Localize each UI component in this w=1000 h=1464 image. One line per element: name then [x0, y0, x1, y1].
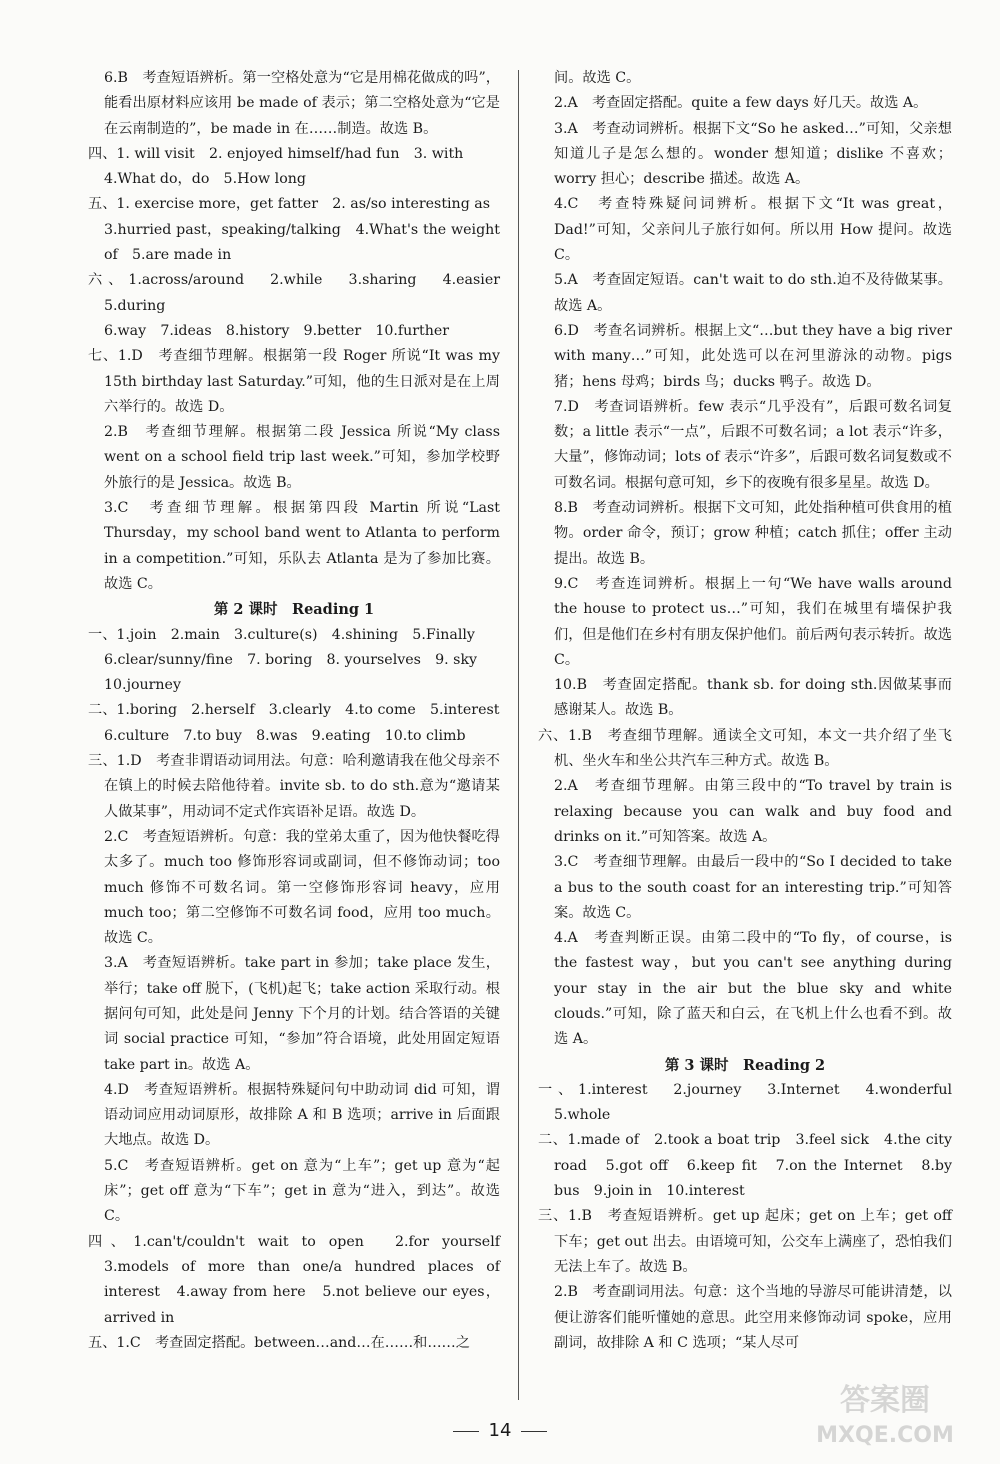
answer-paragraph: 三、1.B 考查短语辨析。get up 起床；get on 上车；get off 下车；get out 出去。由语境可知，公交车上满座了，恐怕我们无法上车了。故选 B。 — [538, 1208, 952, 1275]
answer-paragraph: 5.C 考查短语辨析。get on 意为“上车”；get up 意为“起床”；get off 意为“下车”；get in 意为“进入，到达”。故选 C。 — [104, 1157, 500, 1225]
answer-paragraph: 四、1.can't/couldn't wait to open 2.for yourself 3.models of more than one/a hundred places of interest 4.away from here 5.not believe our eyes，arrived in — [88, 1233, 515, 1326]
answer-paragraph: 六、1.B 考查细节理解。通读全文可知，本文一共介绍了坐飞机、坐火车和坐公共汽车三种方式。故选 B。 — [538, 727, 952, 770]
answer-paragraph: 间。故选 C。 — [554, 70, 641, 86]
right-column — [538, 66, 967, 1356]
answer-paragraph: 4.D 考查短语辨析。根据特殊疑问句中助动词 did 可知，谓语动词应用动词原形，故排除 A 和 B 选项；arrive in 后面跟大地点。故选 D。 — [104, 1081, 500, 1149]
answer-paragraph: 9.C 考查连词辨析。根据上一句“We have walls around the house to protect us…”可知，我们在城里有墙保护我们，但是他们在乡村有朋友保护他们。前后两句表示转折。故选 C。 — [554, 575, 952, 668]
answer-paragraph: 3.hurried past，speaking/talking 4.What's the weight of 5.are made in — [104, 221, 500, 264]
answer-paragraph: 10.B 考查固定搭配。thank sb. for doing sth.因做某事而感谢某人。故选 B。 — [554, 677, 952, 719]
answer-paragraph: 5.A 考查固定短语。can't wait to do sth.迫不及待做某事。故选 A。 — [554, 272, 952, 314]
answer-paragraph: 3.A 考查短语辨析。take part in 参加；take place 发生，举行；take off 脱下，(飞机)起飞；take action 采取行动。根据问句可知，此处是问 Jenny 下个月的计划。结合答语的关键词 social practice 可知，“参加”符合语境，此处用固定短语 take part in。故选 A。 — [104, 955, 500, 1073]
answer-paragraph: 五、1.C 考查固定搭配。between…and…在……和……之 — [88, 1334, 470, 1351]
answer-paragraph: 7.D 考查词语辨析。few 表示“几乎没有”，后跟可数名词复数；a little 表示“一点”，后跟不可数名词；a lot 表示“许多，大量”，修饰动词；lots of 表示“许多”，后跟可数名词复数或不可数名词。根据句意可知，乡下的夜晚有很多星星。故选 D。 — [554, 398, 952, 491]
watermark-bottom-text: MXQE.COM — [816, 1423, 954, 1448]
answer-paragraph: 3.C 考查细节理解。根据第四段 Martin 所说“Last Thursday，my school band went to Atlanta to perform in a competition.”可知，乐队去 Atlanta 是为了参加比赛。故选 C。 — [104, 500, 500, 592]
answer-paragraph: 一、1.join 2.main 3.culture(s) 4.shining 5.Finally — [88, 626, 475, 643]
answer-paragraph: 4.What do，do 5.How long — [104, 171, 306, 188]
section-heading: 第 2 课时 Reading 1 — [213, 601, 375, 619]
answer-paragraph: 6.B 考查短语辨析。第一空格处意为“它是用棉花做成的吗”，能看出原材料应该用 be made of 表示；第二空格处意为“它是在云南制造的”，be made in 在……制造。故选 B。 — [104, 70, 500, 137]
answer-paragraph: 6.D 考查名词辨析。根据上文“…but they have a big river with many…”可知，此处选可以在河里游泳的动物。pigs 猪；hens 母鸡；birds 鸟；ducks 鸭子。故选 D。 — [554, 322, 952, 390]
section-heading: 第 3 课时 Reading 2 — [664, 1056, 826, 1074]
answer-paragraph: 一、1.interest 2.journey 3.Internet 4.wonderful 5.whole — [538, 1081, 967, 1124]
answer-paragraph: 2.B 考查细节理解。根据第二段 Jessica 所说“My class went on a school field trip last week.”可知，参加学校野外旅行的是 Jessica。故选 B。 — [104, 424, 500, 491]
answer-paragraph: 四、1. will visit 2. enjoyed himself/had fun 3. with — [88, 145, 464, 162]
answer-paragraph: 2.B 考查副词用法。句意：这个当地的导游尽可能讲清楚，以便让游客们能听懂她的意思。此空用来修饰动词 spoke，应用副词，故排除 A 和 C 选项；“某人尽可 — [554, 1284, 952, 1351]
answer-paragraph: 五、1. exercise more，get fatter 2. as/so interesting as — [88, 196, 491, 213]
page-number: 14 — [0, 1420, 1000, 1441]
answer-paragraph: 4.A 考查判断正误。由第二段中的“To fly，of course，is the fastest way，but you can't see anything during your stay in the air but the blue sky and white clouds.”可知，除了蓝天和白云，在飞机上什么也看不到。故选 A。 — [554, 930, 952, 1048]
answer-paragraph: 六、1.across/around 2.while 3.sharing 4.easier 5.during — [88, 272, 515, 314]
answer-paragraph: 二、1.boring 2.herself 3.clearly 4.to come 5.interest — [88, 702, 500, 719]
answer-paragraph: 三、1.D 考查非谓语动词用法。句意：哈利邀请我在他父母亲不在镇上的时候去陪他待着。invite sb. to do sth.意为“邀请某人做某事”，用动词不定式作宾语补足语。故选 D。 — [88, 753, 500, 820]
answer-paragraph: 七、1.D 考查细节理解。根据第一段 Roger 所说“It was my 15th birthday last Saturday.”可知，他的生日派对是在上周六举行的。故选 D。 — [88, 348, 500, 415]
column-divider — [518, 70, 519, 1400]
watermark-logo — [790, 1374, 980, 1450]
answer-paragraph: 二、1.made of 2.took a boat trip 3.feel sick 4.the city road 5.got off 6.keep fit 7.on the Internet 8.by bus 9.join in 10.interest — [538, 1132, 952, 1200]
answer-paragraph: 2.A 考查固定搭配。quite a few days 好几天。故选 A。 — [554, 95, 928, 112]
answer-paragraph: 6.clear/sunny/fine 7. boring 8. yourselves 9. sky — [104, 651, 478, 668]
left-column — [88, 66, 515, 1356]
answer-paragraph: 6.culture 7.to buy 8.was 9.eating 10.to climb — [104, 727, 466, 744]
answer-paragraph: 8.B 考查动词辨析。根据下文可知，此处指种植可供食用的植物。order 命令，预订；grow 种植；catch 抓住；offer 主动提出。故选 B。 — [554, 500, 952, 567]
answer-paragraph: 4.C 考查特殊疑问词辨析。根据下文“It was great，Dad!”可知，父亲问儿子旅行如何。所以用 How 提问。故选 C。 — [554, 196, 952, 264]
watermark-top-text: 答案圈 — [840, 1383, 930, 1418]
answer-paragraph: 6.way 7.ideas 8.history 9.better 10.further — [104, 322, 450, 339]
answer-paragraph: 3.C 考查细节理解。由最后一段中的“So I decided to take a bus to the south coast for an interesting trip.”可知答案。故选 C。 — [554, 854, 952, 921]
answer-paragraph: 2.C 考查短语辨析。句意：我的堂弟太重了，因为他快餐吃得太多了。much too 修饰形容词或副词，但不修饰动词；too much 修饰不可数名词。第一空修饰形容词 heavy，应用 much too；第二空修饰不可数名词 food，应用 too much。故选 C。 — [104, 828, 500, 947]
answer-paragraph: 3.A 考查动词辨析。根据下文“So he asked…”可知，父亲想知道儿子是怎么想的。wonder 想知道；dislike 不喜欢；worry 担心；describe 描述。故选 A。 — [554, 120, 952, 188]
answer-paragraph: 2.A 考查细节理解。由第三段中的“To travel by train is relaxing because you can walk and buy food and drinks on it.”可知答案。故选 A。 — [554, 778, 952, 845]
answer-paragraph: 10.journey — [104, 677, 181, 694]
